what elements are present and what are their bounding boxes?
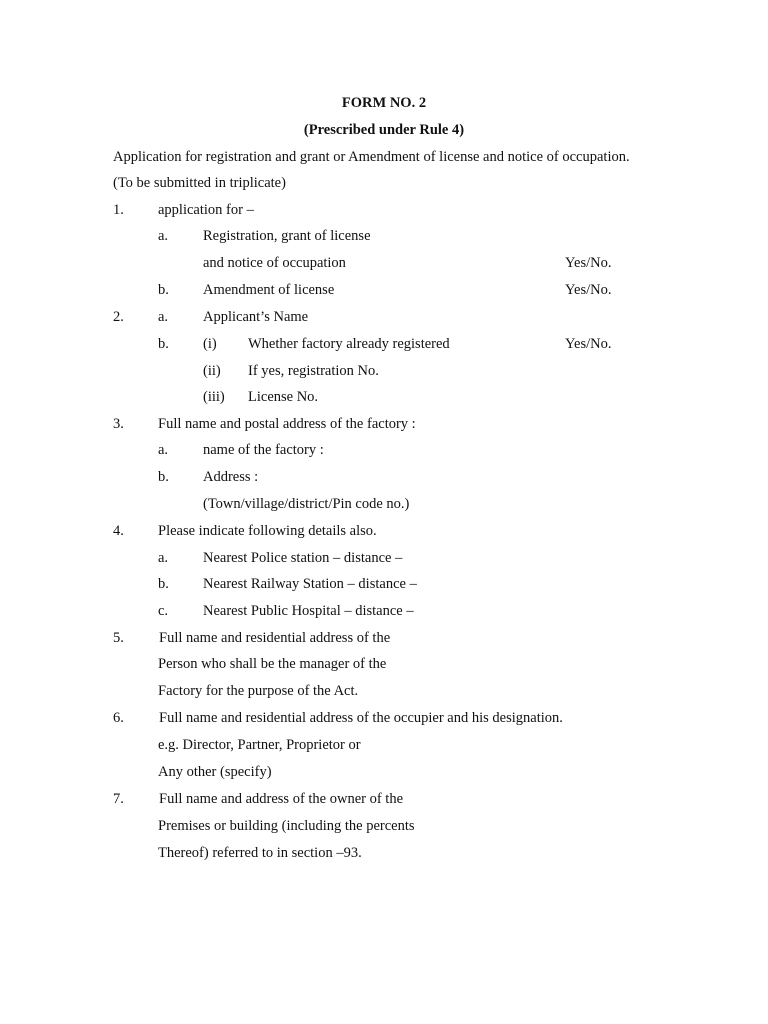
item-1a-text-line2: and notice of occupation: [203, 255, 346, 271]
item-2b-i-label: (i): [203, 336, 217, 352]
item-1a-text-line1: Registration, grant of license: [203, 228, 371, 244]
item-7-number: 7.: [113, 791, 124, 807]
form-title: FORM NO. 2: [341, 95, 427, 111]
item-6-line2: e.g. Director, Partner, Proprietor or: [158, 737, 361, 753]
item-2b-label: b.: [158, 336, 169, 352]
item-4b-text: Nearest Railway Station – distance –: [203, 576, 417, 592]
item-5-line3: Factory for the purpose of the Act.: [158, 683, 359, 699]
item-2a-text: Applicant’s Name: [203, 309, 309, 325]
item-2b-i-answer: Yes/No.: [565, 336, 612, 352]
item-1a-label: a.: [158, 228, 169, 244]
item-2b-i-text: Whether factory already registered: [248, 336, 450, 352]
item-4-text: Please indicate following details also.: [158, 523, 377, 539]
item-4c-label: c.: [158, 603, 169, 619]
item-7-line3: Thereof) referred to in section –93.: [158, 845, 362, 861]
item-6-line1: Full name and residential address of the occupier and his designation.: [159, 710, 563, 726]
item-2a-label: a.: [158, 309, 169, 325]
item-1-number: 1.: [113, 202, 124, 218]
item-1b-text: Amendment of license: [203, 282, 335, 298]
item-1b-answer: Yes/No.: [565, 282, 612, 298]
item-7-line2: Premises or building (including the percents: [158, 818, 415, 834]
item-2b-iii-text: License No.: [248, 389, 319, 405]
item-3a-label: a.: [158, 442, 169, 458]
item-5-line1: Full name and residential address of the: [159, 630, 391, 646]
item-4a-text: Nearest Police station – distance –: [203, 550, 403, 566]
item-3-number: 3.: [113, 416, 124, 432]
application-intro: Application for registration and grant or Amendment of license and notice of occupation.: [113, 149, 630, 165]
item-1b-label: b.: [158, 282, 169, 298]
item-4-number: 4.: [113, 523, 124, 539]
item-2b-ii-text: If yes, registration No.: [248, 363, 379, 379]
item-2-number: 2.: [113, 309, 124, 325]
item-2b-iii-label: (iii): [203, 389, 225, 405]
item-3b-note: (Town/village/district/Pin code no.): [203, 496, 410, 512]
item-6-line3: Any other (specify): [158, 764, 272, 780]
item-4a-label: a.: [158, 550, 169, 566]
item-4c-text: Nearest Public Hospital – distance –: [203, 603, 414, 619]
item-3b-label: b.: [158, 469, 169, 485]
item-5-line2: Person who shall be the manager of the: [158, 656, 387, 672]
form-subtitle: (Prescribed under Rule 4): [303, 122, 465, 138]
item-6-number: 6.: [113, 710, 124, 726]
item-5-number: 5.: [113, 630, 124, 646]
item-1-text: application for –: [158, 202, 254, 218]
item-2b-ii-label: (ii): [203, 363, 221, 379]
item-1a-answer: Yes/No.: [565, 255, 612, 271]
triplicate-note: (To be submitted in triplicate): [113, 175, 286, 191]
item-7-line1: Full name and address of the owner of the: [159, 791, 404, 807]
item-3-text: Full name and postal address of the factory :: [158, 416, 416, 432]
item-3b-text: Address :: [203, 469, 259, 485]
item-3a-text: name of the factory :: [203, 442, 324, 458]
item-4b-label: b.: [158, 576, 169, 592]
